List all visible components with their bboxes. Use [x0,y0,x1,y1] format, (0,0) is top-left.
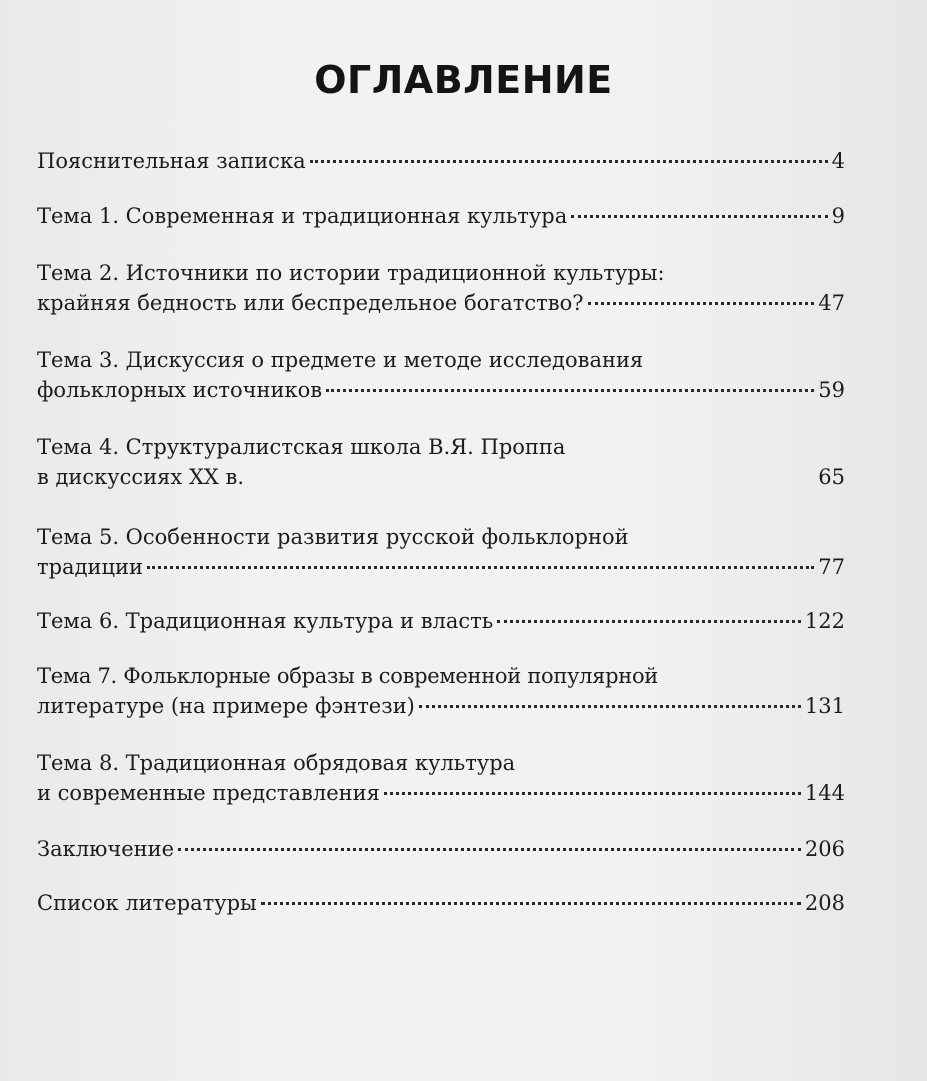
toc-entry-text: Заключение [37,837,175,861]
dot-leader [147,566,814,569]
toc-entry-text: Тема 1. Современная и традиционная культура [37,204,568,228]
toc-entry-text: Тема 7. Фольклорные образы в современной популярной [37,664,659,688]
toc-entry [37,606,845,636]
toc-page-number: 9 [831,204,845,228]
toc-entry-text: литературе (на примере фэнтези) [37,694,415,718]
toc-page-number: 4 [831,149,845,173]
toc-page-number: 122 [804,609,845,633]
toc-entry-text: традиции [37,555,144,579]
toc-entry-text: и современные представления [37,781,380,805]
toc-entry [37,888,845,918]
toc-page-number: 206 [804,837,845,861]
dot-leader [384,792,801,795]
toc-entry-text: Тема 3. Дискуссия о предмете и методе исследования [37,348,644,372]
toc-entry-text: Тема 4. Структуралистская школа В.Я. Проппа [37,435,566,459]
toc-entry [37,258,845,318]
toc-entry-text: фольклорных источников [37,378,323,402]
toc-entry-text: Тема 2. Источники по истории традиционной культуры: [37,261,665,285]
dot-leader [261,902,801,905]
toc-entry [37,432,845,492]
toc-entry-text: Тема 8. Традиционная обрядовая культура [37,751,516,775]
dot-leader [326,389,814,392]
toc-page-number: 47 [818,291,845,315]
dot-leader [419,705,801,708]
toc-entry [37,748,845,808]
dot-leader [497,620,801,623]
dot-leader [178,848,801,851]
dot-leader [310,160,828,163]
toc-entry [37,201,845,231]
toc-entry [37,146,845,176]
page-title: ОГЛАВЛЕНИЕ [314,58,613,102]
toc-entry-text: Список литературы [37,891,257,915]
toc-entry [37,522,845,582]
dot-leader [571,215,827,218]
toc-entry-text: в дискуссиях XX в. [37,465,245,489]
toc-page-number: 77 [818,555,845,579]
toc-page-number: 208 [804,891,845,915]
toc-entry-text: Тема 6. Традиционная культура и власть [37,609,494,633]
toc-entry [37,661,845,721]
toc-page-number: 65 [818,465,845,489]
toc-page-number: 144 [804,781,845,805]
dot-leader [248,476,814,479]
toc-entry-text: Тема 5. Особенности развития русской фольклорной [37,525,629,549]
dot-leader [588,302,815,305]
toc-page-number: 59 [818,378,845,402]
toc-entry [37,834,845,864]
toc-page-number: 131 [804,694,845,718]
toc-entry [37,345,845,405]
toc-entry-text: крайняя бедность или беспредельное богатство? [37,291,584,315]
toc-entry-text: Пояснительная записка [37,149,306,173]
